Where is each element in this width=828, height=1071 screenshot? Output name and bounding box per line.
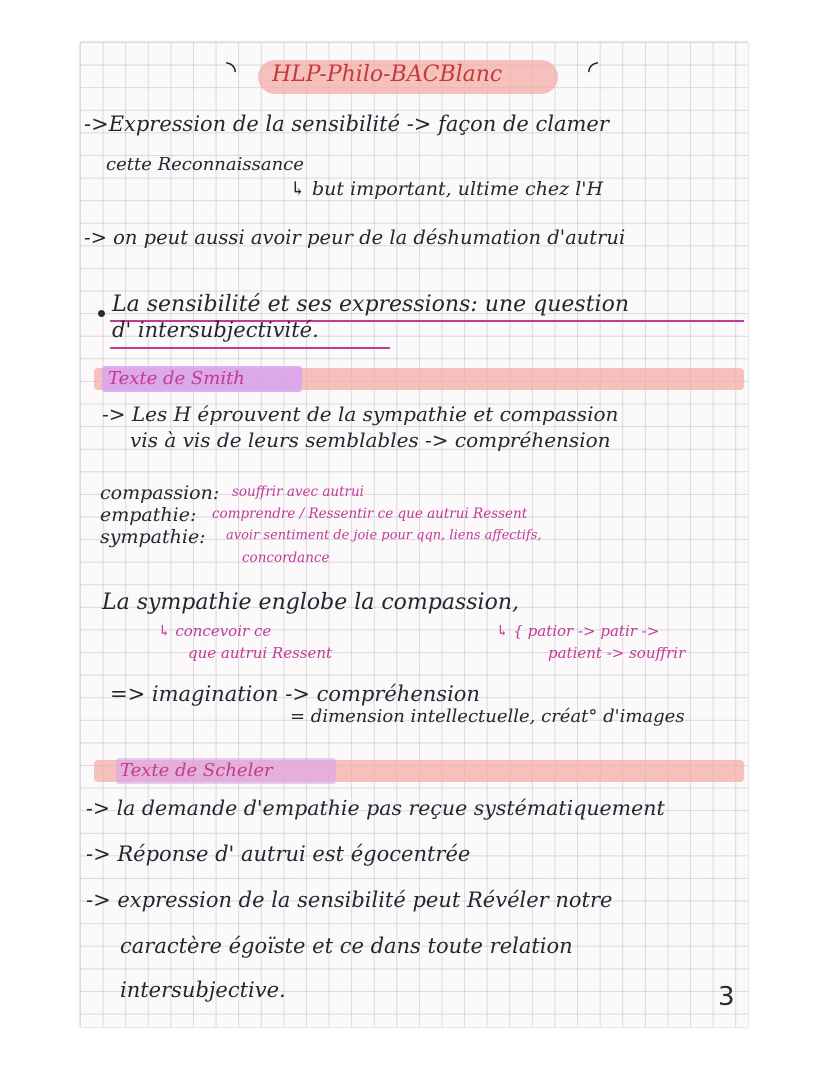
- heading-sensibilite: La sensibilité et ses expressions: une question: [112, 292, 629, 317]
- note-patient: patient -> souffrir: [548, 644, 686, 662]
- section-scheler: Texte de Scheler: [120, 760, 273, 781]
- def-term-empathie: empathie:: [100, 504, 197, 526]
- title-right-paren: ◜: [588, 56, 599, 86]
- line-sympathie-compassion: -> Les H éprouvent de la sympathie et compassion: [102, 402, 619, 426]
- def-text-sympathie: avoir sentiment de joie pour qqn, liens affectifs,: [226, 528, 542, 543]
- line-dimension: = dimension intellectuelle, créat° d'images: [290, 706, 685, 727]
- note-ressent: que autrui Ressent: [188, 644, 333, 662]
- line-imagination: => imagination -> compréhension: [110, 682, 480, 706]
- def-term-sympathie: sympathie:: [100, 526, 206, 548]
- def-text-concordance: concordance: [242, 550, 330, 566]
- section-smith: Texte de Smith: [108, 368, 245, 389]
- line-egocentree: -> Réponse d' autrui est égocentrée: [86, 842, 471, 866]
- def-text-empathie: comprendre / Ressentir ce que autrui Ressent: [212, 506, 528, 522]
- notebook-page: [80, 42, 748, 1027]
- note-patior: ↳ { patior -> patir ->: [496, 622, 660, 640]
- line-demande: -> la demande d'empathie pas reçue systématiquement: [86, 796, 665, 820]
- heading-bullet: [98, 310, 105, 317]
- heading-intersubjectivite: d' intersubjectivité.: [112, 318, 319, 342]
- line-peur: -> on peut aussi avoir peur de la déshumation d'autrui: [84, 226, 626, 249]
- title-left-paren: ◝: [226, 56, 237, 86]
- line-semblables: vis à vis de leurs semblables -> compréhension: [130, 428, 611, 452]
- line-egoiste: caractère égoïste et ce dans toute relation: [120, 934, 573, 958]
- heading-underline-2: [110, 347, 390, 349]
- line-reveler: -> expression de la sensibilité peut Révéler notre: [86, 888, 613, 912]
- note-concevoir: ↳ concevoir ce: [158, 622, 272, 640]
- line-expression: ->Expression de la sensibilité -> façon de clamer: [84, 112, 609, 136]
- line-englobe: La sympathie englobe la compassion,: [102, 590, 520, 615]
- page-number: 3: [718, 982, 735, 1012]
- def-text-compassion: souffrir avec autrui: [232, 484, 364, 500]
- line-intersubjective: intersubjective.: [120, 978, 286, 1002]
- line-reconnaissance: cette Reconnaissance: [106, 154, 304, 175]
- line-but-important: ↳ but important, ultime chez l'H: [290, 178, 604, 200]
- page-title: HLP-Philo-BACBlanc: [272, 62, 503, 87]
- def-term-compassion: compassion:: [100, 482, 220, 504]
